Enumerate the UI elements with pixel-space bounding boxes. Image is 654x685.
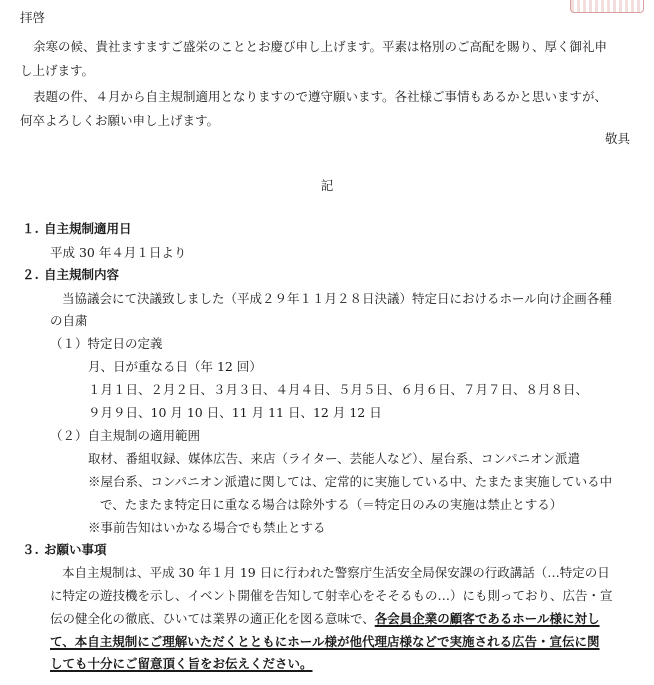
section-1-body: 平成 30 年４月１日より: [50, 245, 187, 260]
paragraph-1-line-2: し上げます。: [20, 63, 95, 78]
subsection-1-line-2: １月１日、２月２日、３月３日、４月４日、５月５日、６月６日、７月７日、８月８日、: [88, 382, 589, 397]
section-3-line-3-plain: 伝の健全化の徹底、ひいては業界の適正化を図る意味で、: [50, 611, 375, 626]
section-3-line-5: しても十分にご留意頂く旨をお伝えください。: [50, 656, 313, 671]
section-3-heading: [22, 542, 107, 558]
subsection-2-note-1-line-2: で、たまたま特定日に重なる場合は除外する（＝特定日のみの実施は禁止とする）: [100, 497, 563, 512]
section-3-line-4: て、本自主規制にご理解いただくとともにホール様が他代理店様などで実施される広告・宣伝に関: [50, 634, 600, 649]
received-stamp: [570, 0, 644, 13]
section-3-line-3: [50, 611, 600, 627]
section-2-number: ２.: [22, 267, 39, 282]
section-3-title: お願い事項: [44, 542, 107, 557]
section-1-title: 自主規制適用日: [44, 221, 132, 236]
subsection-2-label: （２）自主規制の適用範囲: [50, 428, 201, 443]
section-2-heading: [22, 267, 119, 283]
section-3-line-3-underlined: 各会員企業の顧客であるホール様に対し: [374, 611, 600, 626]
section-3-line-1: 本自主規制は、平成 30 年１月 19 日に行われた警察庁生活安全局保安課の行政講話（…特定の日: [62, 565, 610, 580]
section-1-heading: [22, 221, 132, 237]
subsection-1-label: （１）特定日の定義: [50, 336, 163, 351]
subsection-2-note-1-line-1: ※屋台系、コンパニオン派遣に関しては、定常的に実施している中、たまたま実施している中: [88, 474, 613, 489]
closing: 敬具: [604, 131, 630, 146]
paragraph-2-line-1: 表題の件、４月から自主規制適用となりますので遵守願います。各社様ご事情もあるかと思いますが、: [33, 89, 608, 104]
subsection-2-note-2: ※事前告知はいかなる場合でも禁止とする: [88, 520, 326, 535]
section-3-number: ３.: [22, 542, 39, 557]
section-3-line-2: に特定の遊技機を示し、イベント開催を告知して射幸心をそそるもの…）にも則っており、広告・宣: [50, 588, 613, 603]
section-2-intro-line-1: 当協議会にて決議致しました（平成２９年１１月２８日決議）特定日におけるホール向け企画各種: [62, 291, 612, 306]
paragraph-2-line-2: 何卒よろしくお願い申し上げます。: [20, 113, 220, 128]
section-1-number: １.: [22, 221, 39, 236]
subsection-1-line-3: ９月９日、10 月 10 日、11 月 11 日、12 月 12 日: [88, 405, 382, 420]
ki-heading: 記: [320, 178, 334, 193]
subsection-1-line-1: 月、日が重なる日（年 12 回）: [88, 359, 262, 374]
paragraph-1-line-1: 余寒の候、貴社ますますご盛栄のこととお慶び申し上げます。平素は格別のご高配を賜り、厚く御礼申: [33, 39, 608, 54]
section-2-title: 自主規制内容: [44, 267, 120, 282]
section-2-intro-line-2: の自粛: [50, 313, 88, 328]
subsection-2-line-1: 取材、番組収録、媒体広告、来店（ライター、芸能人など）、屋台系、コンパニオン派遣: [88, 451, 581, 466]
salutation: 拝啓: [20, 10, 46, 25]
